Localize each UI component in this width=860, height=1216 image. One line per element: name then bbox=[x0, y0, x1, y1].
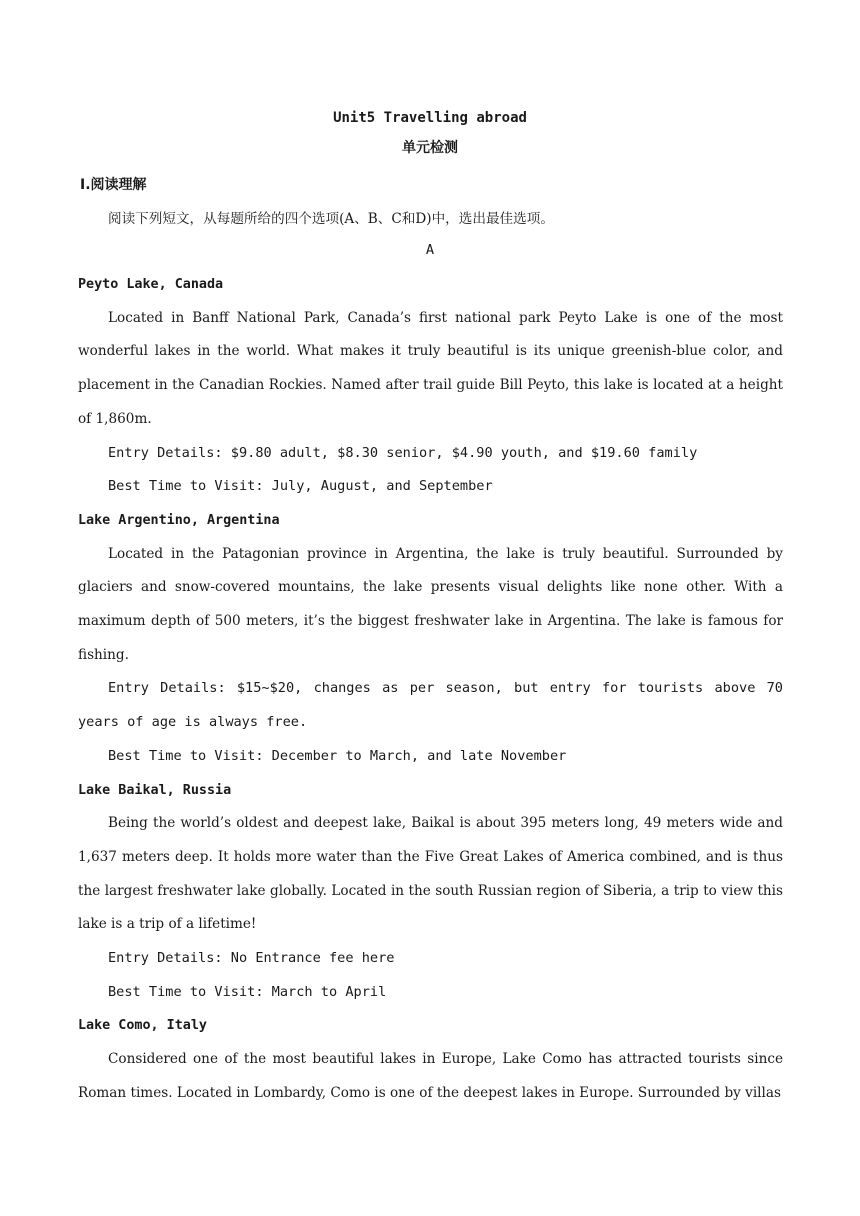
lake-heading: Lake Argentino, Argentina bbox=[78, 512, 280, 528]
passage-body bbox=[78, 268, 783, 1111]
lake-description: Located in Banff National Park, Canada’s first national park Peyto Lake is one of the most wonderful lakes in the world. What makes it truly beautiful is its unique greenish-blue color, and placement in the Canadian Rockies. Named after trail guide Bill Peyto, this lake is located at a height of 1,860m. bbox=[78, 309, 783, 427]
entry-details: Entry Details: $9.80 adult, $8.30 senior, $4.90 youth, and $19.60 family bbox=[108, 444, 698, 461]
best-time: Best Time to Visit: December to March, and late November bbox=[108, 747, 567, 764]
best-time: Best Time to Visit: March to April bbox=[108, 983, 387, 1000]
lake-heading: Lake Baikal, Russia bbox=[78, 782, 232, 798]
entry-details: Entry Details: $15~$20, changes as per season, but entry for tourists above 70 years of age is always free. bbox=[78, 680, 783, 731]
document-subtitle: 单元检测 bbox=[402, 140, 458, 156]
best-time: Best Time to Visit: July, August, and September bbox=[108, 478, 493, 495]
lake-description: Being the world’s oldest and deepest lake, Baikal is about 395 meters long, 49 meters wide and 1,637 meters deep. It holds more water than the Five Great Lakes of America combined, and is thus the largest freshwater lake globally. Located in the south Russian region of Siberia, a trip to view this lake is a trip of a lifetime! bbox=[78, 815, 783, 933]
section-heading: Ⅰ.阅读理解 bbox=[80, 177, 147, 193]
lake-heading: Peyto Lake, Canada bbox=[78, 277, 224, 292]
lake-description: Considered one of the most beautiful lakes in Europe, Lake Como has attracted tourists since Roman times. Located in Lombardy, Como is one of the deepest lakes in Europe. Surrounded by villas bbox=[78, 1051, 783, 1101]
lake-heading: Lake Como, Italy bbox=[78, 1018, 207, 1034]
document-title: Unit5 Travelling abroad bbox=[333, 110, 527, 126]
entry-details: Entry Details: No Entrance fee here bbox=[108, 950, 395, 967]
lake-description: Located in the Patagonian province in Argentina, the lake is truly beautiful. Surrounded by glaciers and snow-covered mountains, the lake presents visual delights like none other. With a maximum depth of 500 meters, it’s the biggest freshwater lake in Argentina. The lake is famous for fishing. bbox=[78, 545, 783, 663]
instruction-text: 阅读下列短文，从每题所给的四个选项(A、B、C和D)中，选出最佳选项。 bbox=[108, 211, 554, 227]
passage-label: A bbox=[425, 242, 435, 258]
